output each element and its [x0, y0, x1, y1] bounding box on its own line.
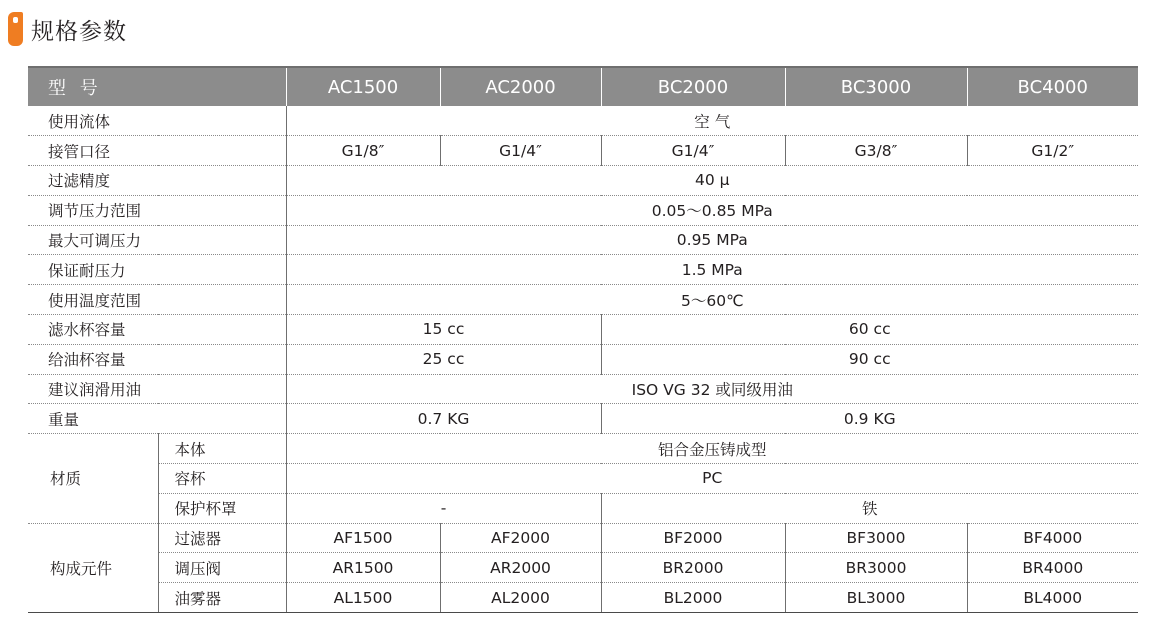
row-value: 90 cc: [601, 344, 1138, 374]
row-value: BF4000: [967, 523, 1138, 553]
group-label-material: 材质: [28, 434, 158, 523]
row-value: AF1500: [286, 523, 440, 553]
row-label: 建议润滑用油: [28, 374, 286, 404]
row-value: AF2000: [440, 523, 601, 553]
row-value: G3/8″: [785, 136, 967, 166]
table-row: [28, 195, 1138, 225]
row-label: 给油杯容量: [28, 344, 286, 374]
row-value: 铝合金压铸成型: [286, 434, 1138, 464]
table-row: [28, 136, 1138, 166]
row-value: 铁: [601, 493, 1138, 523]
row-value: 5～60℃: [286, 285, 1138, 315]
header-model: BC4000: [967, 67, 1138, 106]
row-value: -: [286, 493, 601, 523]
table-row: [28, 523, 1138, 553]
header-row: [28, 67, 1138, 106]
row-label: 使用温度范围: [28, 285, 286, 315]
row-value: BF2000: [601, 523, 785, 553]
bookmark-icon: [8, 12, 23, 46]
row-value: BL2000: [601, 583, 785, 613]
row-label: 最大可调压力: [28, 225, 286, 255]
row-value: AL2000: [440, 583, 601, 613]
page-title: 规格参数: [31, 18, 127, 45]
row-label: 过滤精度: [28, 166, 286, 196]
table-row: [28, 285, 1138, 315]
row-value: G1/4″: [601, 136, 785, 166]
row-value: 15 cc: [286, 315, 601, 345]
row-value: 60 cc: [601, 315, 1138, 345]
table-row: [28, 404, 1138, 434]
table-row: [28, 106, 1138, 136]
table-row: [28, 464, 1138, 494]
table-row: [28, 344, 1138, 374]
row-sublabel: 容杯: [158, 464, 286, 494]
header-model: BC2000: [601, 67, 785, 106]
row-value: 0.95 MPa: [286, 225, 1138, 255]
section-title: [8, 10, 127, 48]
table-row: [28, 553, 1138, 583]
row-value: BR2000: [601, 553, 785, 583]
row-value: BL3000: [785, 583, 967, 613]
row-value: 40 μ: [286, 166, 1138, 196]
row-sublabel: 调压阀: [158, 553, 286, 583]
row-value: BR4000: [967, 553, 1138, 583]
row-value: 0.7 KG: [286, 404, 601, 434]
header-model: BC3000: [785, 67, 967, 106]
table-row: [28, 583, 1138, 613]
row-sublabel: 本体: [158, 434, 286, 464]
row-value: BR3000: [785, 553, 967, 583]
row-value: 0.05～0.85 MPa: [286, 195, 1138, 225]
row-value: BF3000: [785, 523, 967, 553]
table-row: [28, 255, 1138, 285]
table-row: [28, 166, 1138, 196]
row-value: G1/8″: [286, 136, 440, 166]
table-row: [28, 374, 1138, 404]
row-value: 0.9 KG: [601, 404, 1138, 434]
row-value: G1/2″: [967, 136, 1138, 166]
row-value: 空 气: [286, 106, 1138, 136]
header-model-label: 型 号: [28, 67, 286, 106]
row-sublabel: 保护杯罩: [158, 493, 286, 523]
row-value: ISO VG 32 或同级用油: [286, 374, 1138, 404]
row-label: 使用流体: [28, 106, 286, 136]
row-sublabel: 过滤器: [158, 523, 286, 553]
row-value: PC: [286, 464, 1138, 494]
row-value: AR1500: [286, 553, 440, 583]
row-label: 保证耐压力: [28, 255, 286, 285]
row-value: AL1500: [286, 583, 440, 613]
spec-table: [28, 66, 1138, 613]
table-row: [28, 225, 1138, 255]
row-label: 滤水杯容量: [28, 315, 286, 345]
row-sublabel: 油雾器: [158, 583, 286, 613]
row-value: G1/4″: [440, 136, 601, 166]
row-value: 25 cc: [286, 344, 601, 374]
row-value: BL4000: [967, 583, 1138, 613]
row-label: 接管口径: [28, 136, 286, 166]
table-row: [28, 493, 1138, 523]
table-row: [28, 315, 1138, 345]
header-model: AC1500: [286, 67, 440, 106]
row-value: AR2000: [440, 553, 601, 583]
header-model: AC2000: [440, 67, 601, 106]
table-row: [28, 434, 1138, 464]
row-label: 重量: [28, 404, 286, 434]
row-value: 1.5 MPa: [286, 255, 1138, 285]
row-label: 调节压力范围: [28, 195, 286, 225]
group-label-components: 构成元件: [28, 523, 158, 612]
